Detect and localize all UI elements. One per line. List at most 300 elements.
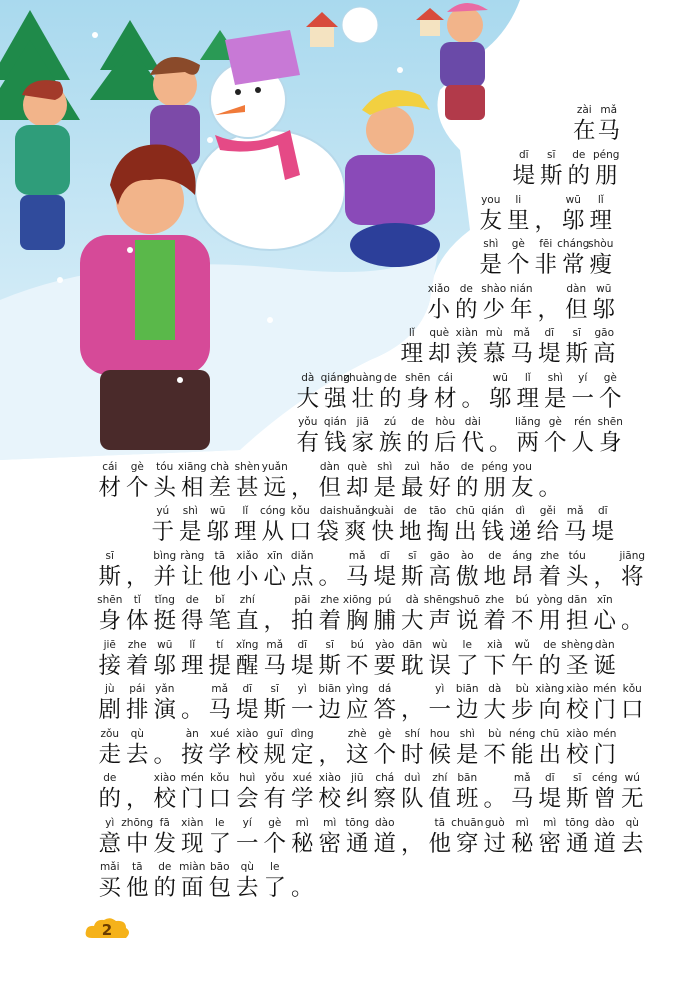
snowball — [342, 7, 378, 43]
pinyin: dī — [379, 550, 390, 562]
ruby-character — [151, 772, 179, 813]
pinyin: duì — [404, 772, 421, 784]
ruby-character — [289, 550, 317, 591]
pinyin: dàn — [594, 639, 615, 651]
hanzi: 高 — [592, 341, 616, 367]
hanzi: 大 — [400, 608, 424, 634]
pinyin: bǐ — [214, 594, 225, 606]
hanzi: 的 — [98, 786, 121, 812]
ruby-character — [451, 817, 484, 858]
hanzi: 边 — [455, 697, 479, 723]
hanzi: 斯 — [539, 163, 563, 189]
hanzi: 校 — [235, 742, 259, 768]
hanzi: 步 — [510, 697, 534, 723]
pinyin: you — [481, 194, 501, 206]
hanzi: 发 — [153, 831, 176, 857]
ruby-character — [234, 683, 262, 724]
pinyin: de — [460, 461, 474, 473]
ruby-character — [481, 594, 509, 635]
pinyin: shēng — [423, 594, 456, 606]
pinyin: pú — [378, 594, 392, 606]
hanzi: 个 — [506, 252, 530, 278]
hanzi: ， — [534, 208, 557, 234]
hanzi: 堤 — [235, 697, 259, 723]
hanzi: 秘 — [290, 831, 314, 857]
ruby-character — [591, 683, 619, 724]
hanzi: 是 — [543, 386, 567, 412]
punctuation — [399, 683, 427, 724]
hanzi: 好 — [428, 475, 451, 501]
ruby-character — [124, 461, 152, 502]
pinyin: lǐ — [524, 372, 531, 384]
pinyin — [411, 817, 414, 830]
ruby-character — [289, 817, 317, 858]
pinyin — [493, 772, 496, 785]
ruby-character — [397, 505, 425, 546]
hanzi: 着 — [483, 608, 506, 634]
hanzi: 堤 — [512, 163, 535, 189]
hanzi: 曾 — [593, 786, 616, 812]
ruby-character — [261, 683, 289, 724]
punctuation — [179, 683, 207, 724]
hanzi: 他 — [208, 564, 231, 590]
hanzi: 递 — [508, 519, 532, 545]
pinyin: de — [488, 550, 502, 562]
pinyin: péng — [593, 149, 620, 161]
ruby-character — [481, 550, 509, 591]
hanzi: 学 — [208, 742, 231, 768]
pinyin: sī — [105, 550, 114, 562]
pinyin — [544, 194, 547, 207]
ruby-character — [569, 372, 597, 413]
ruby-character — [590, 283, 618, 324]
pinyin: shì — [459, 728, 475, 740]
pinyin: mǎ — [600, 104, 618, 116]
ruby-character — [563, 283, 591, 324]
hanzi: 斯 — [400, 564, 424, 590]
ruby-character — [344, 550, 372, 591]
hanzi: 堤 — [537, 341, 561, 367]
pinyin: de — [543, 639, 557, 651]
pinyin: mù — [485, 327, 503, 339]
text-line — [96, 639, 619, 680]
hanzi: 一 — [290, 697, 314, 723]
ruby-character — [316, 683, 344, 724]
hanzi: 察 — [373, 786, 396, 812]
pinyin: shèng — [561, 639, 594, 651]
pinyin: zhí — [239, 594, 255, 606]
ruby-character — [481, 461, 509, 502]
ruby-character — [124, 861, 152, 902]
ruby-character — [514, 416, 542, 457]
ruby-character — [343, 372, 383, 413]
pinyin: dài — [464, 416, 481, 428]
ruby-character — [124, 594, 152, 635]
hanzi: 午 — [510, 653, 534, 679]
pinyin: dī — [597, 505, 608, 517]
ruby-character — [204, 505, 232, 546]
ruby-character — [206, 461, 234, 502]
ruby-character — [151, 550, 179, 591]
pinyin: dàn — [319, 461, 340, 473]
hanzi: 挺 — [153, 608, 176, 634]
ruby-character — [509, 461, 537, 502]
pinyin: dá — [378, 683, 392, 695]
pinyin: tóu — [568, 550, 586, 562]
pinyin: kǒu — [210, 772, 230, 784]
pinyin: tōng — [345, 817, 370, 829]
ruby-character — [151, 461, 179, 502]
ruby-character — [564, 728, 592, 769]
text-line — [572, 104, 621, 145]
pinyin: dai — [319, 505, 336, 517]
hanzi: 斯 — [98, 564, 121, 590]
hanzi: 但 — [564, 297, 588, 323]
ruby-character — [179, 861, 207, 902]
pinyin: mǎ — [566, 505, 584, 517]
ruby-character — [289, 639, 317, 680]
hanzi: 马 — [597, 118, 620, 144]
pinyin: sī — [573, 772, 582, 784]
pinyin: shēn — [405, 372, 431, 384]
ruby-character — [124, 639, 152, 680]
pinyin: tā — [434, 817, 446, 829]
hanzi: 邬 — [561, 208, 585, 234]
hanzi: 点 — [290, 564, 314, 590]
pinyin: zhe — [485, 594, 505, 606]
pinyin: bān — [457, 772, 478, 784]
punctuation — [459, 372, 487, 413]
pinyin: de — [158, 861, 172, 873]
ruby-character — [509, 639, 537, 680]
hanzi: ， — [593, 564, 616, 590]
ruby-character — [234, 772, 262, 813]
hanzi: 于 — [151, 519, 174, 545]
ruby-character — [377, 372, 405, 413]
hanzi: 过 — [483, 831, 506, 857]
hanzi: 个 — [543, 430, 567, 456]
ruby-character — [96, 461, 124, 502]
hanzi: 一 — [571, 386, 594, 412]
hanzi: 邬 — [592, 297, 615, 323]
ruby-character — [398, 327, 426, 368]
pinyin: de — [383, 372, 397, 384]
pinyin: cái — [437, 372, 453, 384]
pinyin: mì — [515, 817, 529, 829]
hanzi: 去 — [235, 875, 259, 901]
pinyin: hou — [429, 728, 450, 740]
pinyin: yú — [156, 505, 170, 517]
hanzi: 甚 — [235, 475, 259, 501]
hanzi: 通 — [565, 831, 589, 857]
ruby-character — [151, 639, 179, 680]
pinyin: shēn — [597, 416, 623, 428]
ruby-character — [481, 683, 509, 724]
pinyin: zài — [576, 104, 592, 116]
pinyin: mǎ — [513, 772, 531, 784]
hanzi: 有 — [296, 430, 319, 456]
hanzi: 。 — [153, 742, 176, 768]
pinyin: xué — [210, 728, 230, 740]
ruby-character — [179, 461, 207, 502]
pinyin: xǐng — [236, 639, 259, 651]
hanzi: 。 — [538, 475, 561, 501]
pinyin: sī — [547, 149, 556, 161]
hanzi: 个 — [263, 831, 286, 857]
ruby-character — [509, 594, 537, 635]
ruby-character — [564, 772, 592, 813]
hanzi: 的 — [455, 475, 479, 501]
ruby-character — [206, 550, 234, 591]
ruby-character — [259, 505, 287, 546]
punctuation — [124, 550, 152, 591]
ruby-character — [124, 683, 152, 724]
hanzi: 后 — [433, 430, 457, 456]
hanzi: 马 — [208, 697, 231, 723]
pinyin: ào — [460, 550, 474, 562]
pinyin: dān — [402, 639, 423, 651]
ruby-character — [536, 683, 564, 724]
ruby-character — [597, 416, 625, 457]
hanzi: 瘦 — [589, 252, 612, 278]
ruby-character — [564, 594, 592, 635]
ruby-character — [289, 594, 317, 635]
pinyin: kǒu — [622, 683, 642, 695]
hanzi: 马 — [345, 564, 369, 590]
hanzi: 堤 — [591, 519, 614, 545]
hanzi: 邬 — [488, 386, 512, 412]
hanzi: 钱 — [481, 519, 504, 545]
ruby-character — [234, 817, 262, 858]
ruby-character — [597, 104, 622, 145]
ruby-character — [399, 639, 427, 680]
ruby-character — [179, 594, 207, 635]
pinyin — [471, 372, 474, 385]
hanzi: 斯 — [318, 653, 341, 679]
ruby-character — [481, 639, 509, 680]
pinyin: lǐ — [597, 194, 604, 206]
pinyin: dà — [405, 594, 419, 606]
pinyin: wū — [210, 505, 226, 517]
ruby-character — [344, 594, 372, 635]
ruby-character — [206, 639, 234, 680]
hanzi: 。 — [318, 564, 341, 590]
pinyin: jiā — [356, 416, 369, 428]
pinyin: you — [512, 461, 532, 473]
hanzi: 是 — [178, 519, 202, 545]
hanzi: 现 — [180, 831, 204, 857]
pinyin: de — [403, 505, 417, 517]
pinyin: wū — [565, 194, 581, 206]
ruby-character — [206, 683, 234, 724]
pinyin: biān — [318, 683, 342, 695]
pinyin: zuì — [404, 461, 420, 473]
pinyin: qù — [130, 728, 144, 740]
ruby-character — [508, 327, 536, 368]
hanzi: 人 — [571, 430, 594, 456]
hanzi: 校 — [565, 697, 589, 723]
pinyin: shuō — [454, 594, 480, 606]
pinyin: xiǎo — [427, 283, 450, 295]
pinyin: lǐ — [242, 505, 249, 517]
ruby-character — [454, 683, 482, 724]
hanzi: 差 — [208, 475, 231, 501]
pinyin: jù — [104, 683, 115, 695]
hanzi: 演 — [153, 697, 176, 723]
punctuation — [535, 283, 563, 324]
ruby-character — [591, 639, 619, 680]
pinyin: shēn — [97, 594, 123, 606]
pinyin: shì — [377, 461, 393, 473]
ruby-character — [536, 772, 564, 813]
ruby-character — [399, 728, 427, 769]
ruby-character — [597, 372, 625, 413]
pinyin: kǒu — [290, 505, 310, 517]
hanzi: 出 — [453, 519, 477, 545]
pinyin: zǒu — [100, 728, 120, 740]
pinyin — [191, 683, 194, 696]
punctuation — [619, 594, 647, 635]
hanzi: 地 — [398, 519, 422, 545]
ruby-character — [399, 461, 427, 502]
ruby-character — [179, 772, 207, 813]
pinyin: fēi — [539, 238, 553, 250]
hanzi: 队 — [400, 786, 424, 812]
pinyin: xiàn — [181, 817, 204, 829]
pinyin: fā — [159, 817, 170, 829]
hanzi: 常 — [561, 252, 585, 278]
ruby-character — [480, 283, 508, 324]
pinyin: bù — [515, 683, 529, 695]
pinyin: néng — [509, 728, 536, 740]
hanzi: 诞 — [593, 653, 616, 679]
pinyin: dà — [488, 683, 502, 695]
hanzi: 的 — [538, 653, 561, 679]
hanzi: 昂 — [510, 564, 534, 590]
hanzi: 门 — [593, 742, 616, 768]
ruby-character — [426, 683, 454, 724]
hanzi: 相 — [180, 475, 204, 501]
pinyin: de — [459, 283, 473, 295]
pinyin: qù — [625, 817, 639, 829]
hanzi: 友 — [510, 475, 534, 501]
hanzi: 班 — [455, 786, 479, 812]
pinyin: xiào — [566, 683, 589, 695]
pinyin: dī — [544, 327, 555, 339]
pinyin: tóu — [156, 461, 174, 473]
ruby-character — [560, 194, 588, 235]
ruby-character — [426, 817, 454, 858]
hanzi: 给 — [536, 519, 559, 545]
hanzi: 马 — [263, 653, 286, 679]
ruby-character — [206, 817, 234, 858]
ruby-character — [234, 639, 262, 680]
pinyin — [136, 550, 139, 563]
hanzi: 小 — [235, 564, 259, 590]
hanzi: 值 — [428, 786, 451, 812]
pinyin: dī — [242, 683, 253, 695]
punctuation — [151, 728, 179, 769]
ruby-character — [481, 817, 509, 858]
text-line — [425, 283, 618, 324]
hanzi: 门 — [180, 786, 204, 812]
text-line — [398, 327, 618, 368]
hanzi: 堤 — [290, 653, 314, 679]
ruby-character — [96, 772, 124, 813]
pinyin: dàn — [566, 283, 587, 295]
pinyin: huì — [239, 772, 256, 784]
pinyin: tōng — [565, 817, 590, 829]
pinyin: gāo — [429, 550, 450, 562]
pinyin: mén — [593, 683, 617, 695]
pinyin: qù — [240, 861, 254, 873]
punctuation — [289, 861, 317, 902]
pinyin: shì — [182, 505, 198, 517]
pinyin: xīn — [266, 550, 283, 562]
text-line — [477, 194, 615, 235]
hanzi: 理 — [589, 208, 612, 234]
ruby-character — [369, 505, 397, 546]
hanzi: 高 — [428, 564, 451, 590]
pinyin: bāo — [209, 861, 230, 873]
pinyin — [631, 594, 634, 607]
ruby-character — [564, 817, 592, 858]
hanzi: 有 — [263, 786, 286, 812]
ruby-character — [459, 416, 487, 457]
ruby-character — [453, 283, 481, 324]
pinyin: chū — [455, 505, 475, 517]
pinyin: mén — [593, 728, 617, 740]
hanzi: 堤 — [538, 786, 561, 812]
pinyin: dì — [515, 505, 526, 517]
hanzi: 口 — [208, 786, 231, 812]
text-line — [96, 461, 564, 502]
ruby-character — [538, 149, 566, 190]
hanzi: 邬 — [206, 519, 229, 545]
hanzi: 个 — [598, 386, 622, 412]
hanzi: 但 — [318, 475, 341, 501]
ruby-character — [591, 327, 619, 368]
ruby-character — [371, 461, 399, 502]
ruby-character — [536, 817, 564, 858]
ruby-character — [557, 238, 590, 279]
hanzi: 通 — [345, 831, 369, 857]
hanzi: 少 — [482, 297, 505, 323]
pinyin: xiōng — [342, 594, 372, 606]
pinyin: dān — [567, 594, 588, 606]
pinyin: dī — [297, 639, 308, 651]
hanzi: 是 — [373, 475, 396, 501]
pinyin: zhí — [432, 772, 448, 784]
pinyin — [301, 461, 304, 474]
ruby-character — [294, 416, 322, 457]
ruby-character — [344, 461, 372, 502]
ruby-character — [96, 861, 124, 902]
pinyin: xiāng — [177, 461, 207, 473]
hanzi: 个 — [373, 742, 396, 768]
ruby-character — [371, 817, 399, 858]
hanzi: 地 — [483, 564, 506, 590]
hanzi: 要 — [373, 653, 396, 679]
pinyin: yì — [105, 817, 115, 829]
hanzi: 是 — [479, 252, 502, 278]
pinyin: chá — [375, 772, 395, 784]
hanzi: 误 — [428, 653, 451, 679]
hanzi: 排 — [125, 697, 149, 723]
ruby-character — [425, 283, 453, 324]
hanzi: 去 — [620, 831, 644, 857]
hanzi: 中 — [125, 831, 149, 857]
